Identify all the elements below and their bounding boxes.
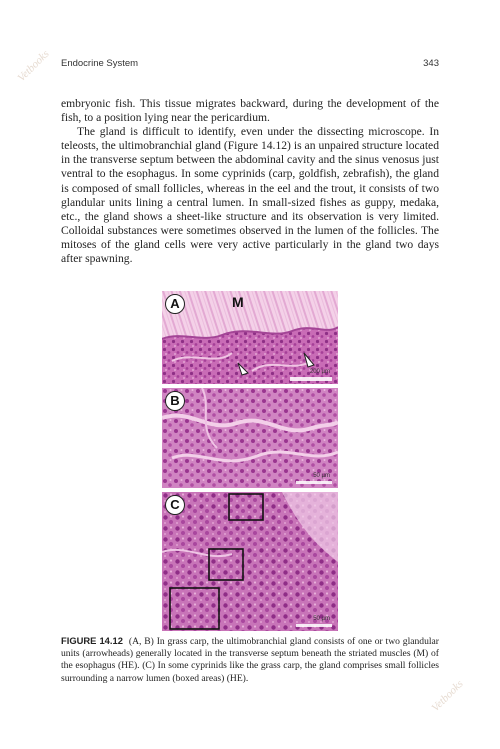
page-number: 343: [423, 58, 439, 69]
paragraph: The gland is difficult to identify, even under the dissecting microscope. In teleosts, the ultimobranchial gland (Figure 14.12) is an unpaired structure located in the transverse septum between the abdominal cavity and the sinus venosus just ventral to the esophagus. In some cyprinids (carp, goldfish, zebrafish), the gland is composed of small follicles, whereas in the eel and the trout, it consists of two glandular units lining a central lumen. In small-sized fishes as guppy, medaka, etc., the gland shows a sheet-like structure and its observation is very limited. Colloidal substances were sometimes observed in the lumen of the follicles. The mitoses of the gland cells were very active particularly in the gland two days after spawning.: [61, 125, 439, 266]
watermark: Vetbooks: [429, 677, 466, 715]
running-header: [61, 58, 439, 74]
scale-bar-label: 50 µm: [313, 616, 330, 622]
micrograph-b-image: [162, 388, 338, 488]
micrograph-panel-c: [162, 492, 338, 631]
running-title: Endocrine System: [61, 58, 139, 69]
figure-14-12: [162, 291, 338, 631]
scale-bar-label: 200 µm: [309, 369, 330, 375]
panel-letter-b: B: [165, 391, 185, 411]
figure-caption: [61, 635, 439, 685]
caption-text: (A, B) In grass carp, the ultimobranchial gland consists of one or two glandular units (arrowheads) generally located in the transverse septum beneath the striated muscles (M) of the esophagus (HE). (C) In some cyprinids like the grass carp, the gland comprises small follicles surrounding a narrow lumen (boxed areas) (HE).: [61, 636, 440, 684]
micrograph-panel-b: [162, 388, 338, 488]
paragraph: embryonic fish. This tissue migrates backward, during the development of the fish, to a position lying near the pericardium.: [61, 97, 439, 125]
panel-letter-c: C: [165, 495, 185, 515]
scale-bar-label: 50 µm: [313, 473, 330, 479]
micrograph-c-image: [162, 492, 338, 631]
panel-letter-a: A: [165, 294, 185, 314]
watermark: Vetbooks: [15, 47, 52, 85]
body-text: [61, 97, 439, 266]
muscle-label: M: [232, 294, 244, 310]
figure-label: FIGURE 14.12: [61, 635, 123, 646]
micrograph-panel-a: [162, 291, 338, 384]
